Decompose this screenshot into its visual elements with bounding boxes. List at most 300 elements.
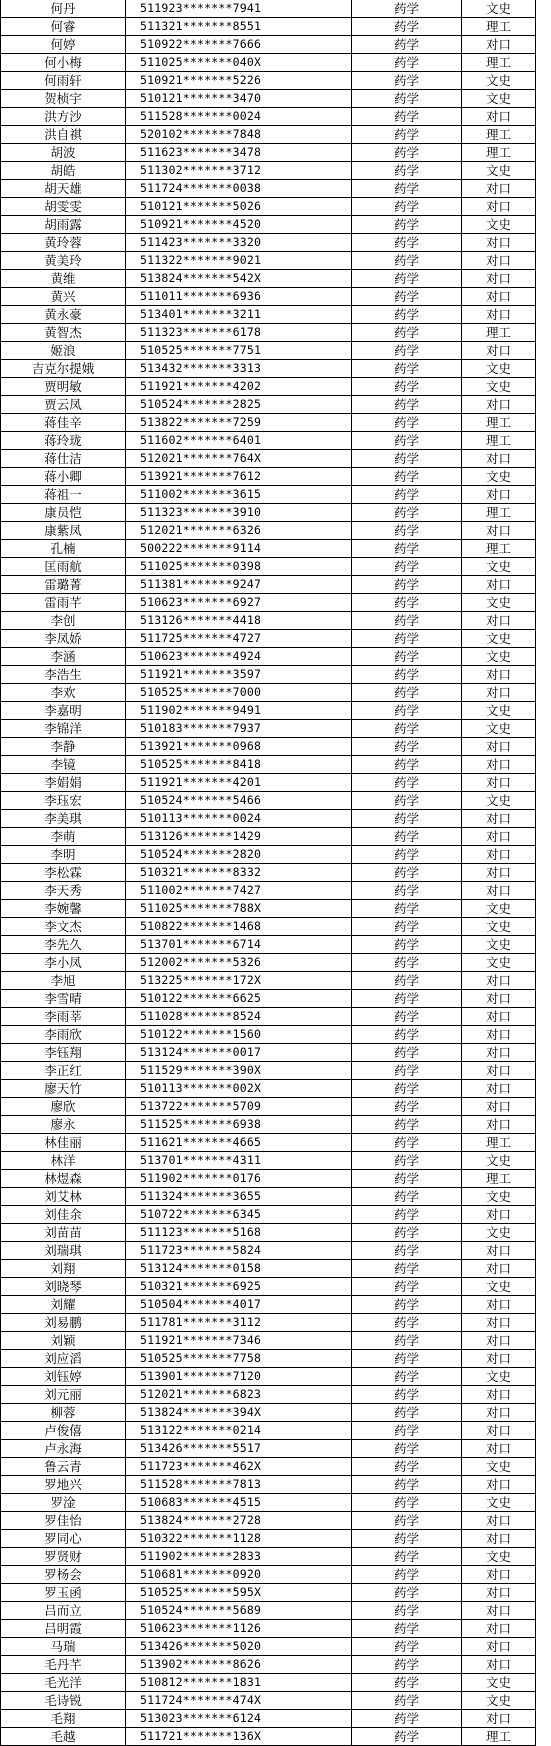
major-cell: 药学 [352,468,462,486]
student-name-cell: 李美琪 [1,810,126,828]
major-cell: 药学 [352,612,462,630]
table-row [1,1224,536,1242]
id-number-cell: 512021*******6326 [126,522,352,540]
student-name-cell: 李浩生 [1,666,126,684]
table-row [1,126,536,144]
category-cell: 对口 [462,270,536,288]
table-row [1,18,536,36]
table-row [1,270,536,288]
table-row [1,1116,536,1134]
category-cell: 对口 [462,1386,536,1404]
major-cell: 药学 [352,1638,462,1656]
table-row [1,72,536,90]
id-number-cell: 510113*******0024 [126,810,352,828]
category-cell: 理工 [462,414,536,432]
id-number-cell: 510322*******1128 [126,1530,352,1548]
id-number-cell: 511025*******788X [126,900,352,918]
major-cell: 药学 [352,990,462,1008]
id-number-cell: 513426*******5517 [126,1440,352,1458]
major-cell: 药学 [352,162,462,180]
id-number-cell: 511322*******9021 [126,252,352,270]
id-number-cell: 513023*******6124 [126,1710,352,1728]
major-cell: 药学 [352,270,462,288]
major-cell: 药学 [352,594,462,612]
major-cell: 药学 [352,1260,462,1278]
student-name-cell: 何婷 [1,36,126,54]
major-cell: 药学 [352,1476,462,1494]
table-row [1,108,536,126]
major-cell: 药学 [352,1080,462,1098]
category-cell: 文史 [462,72,536,90]
id-number-cell: 513124*******0158 [126,1260,352,1278]
id-number-cell: 513722*******5709 [126,1098,352,1116]
table-row [1,1638,536,1656]
major-cell: 药学 [352,432,462,450]
table-row [1,1134,536,1152]
category-cell: 对口 [462,1512,536,1530]
major-cell: 药学 [352,702,462,720]
table-row [1,1458,536,1476]
student-name-cell: 李天秀 [1,882,126,900]
major-cell: 药学 [352,1440,462,1458]
category-cell: 对口 [462,810,536,828]
id-number-cell: 510922*******7666 [126,36,352,54]
table-row [1,864,536,882]
major-cell: 药学 [352,846,462,864]
table-row [1,90,536,108]
id-number-cell: 510921*******4520 [126,216,352,234]
student-name-cell: 卢俊僖 [1,1422,126,1440]
category-cell: 对口 [462,576,536,594]
major-cell: 药学 [352,864,462,882]
table-row [1,720,536,738]
table-row [1,1152,536,1170]
major-cell: 药学 [352,1692,462,1710]
student-name-cell: 刘钰婷 [1,1368,126,1386]
table-row [1,324,536,342]
student-name-cell: 蒋玲珑 [1,432,126,450]
id-number-cell: 511723*******462X [126,1458,352,1476]
id-number-cell: 513824*******542X [126,270,352,288]
id-number-cell: 511902*******0176 [126,1170,352,1188]
table-row [1,234,536,252]
id-number-cell: 513822*******7259 [126,414,352,432]
major-cell: 药学 [352,72,462,90]
student-name-cell: 李萌 [1,828,126,846]
id-number-cell: 510183*******7937 [126,720,352,738]
id-number-cell: 511123*******5168 [126,1224,352,1242]
student-name-cell: 胡雨露 [1,216,126,234]
major-cell: 药学 [352,1368,462,1386]
student-name-cell: 罗玉函 [1,1584,126,1602]
table-row [1,882,536,900]
student-name-cell: 康紫凤 [1,522,126,540]
id-number-cell: 511921*******7346 [126,1332,352,1350]
id-number-cell: 513126*******1429 [126,828,352,846]
major-cell: 药学 [352,972,462,990]
category-cell: 文史 [462,1224,536,1242]
student-name-cell: 匡雨航 [1,558,126,576]
id-number-cell: 510524*******5466 [126,792,352,810]
student-name-cell: 刘应滔 [1,1350,126,1368]
major-cell: 药学 [352,1278,462,1296]
student-name-cell: 李正红 [1,1062,126,1080]
category-cell: 对口 [462,882,536,900]
category-cell: 对口 [462,198,536,216]
major-cell: 药学 [352,486,462,504]
major-cell: 药学 [352,648,462,666]
id-number-cell: 513921*******0968 [126,738,352,756]
id-number-cell: 511902*******9491 [126,702,352,720]
major-cell: 药学 [352,792,462,810]
id-number-cell: 520102*******7848 [126,126,352,144]
student-name-cell: 李涵 [1,648,126,666]
id-number-cell: 510921*******5226 [126,72,352,90]
major-cell: 药学 [352,216,462,234]
category-cell: 对口 [462,666,536,684]
student-name-cell: 李凤娇 [1,630,126,648]
category-cell: 对口 [462,1242,536,1260]
student-name-cell: 雷璐菁 [1,576,126,594]
id-number-cell: 510321*******8332 [126,864,352,882]
table-row [1,378,536,396]
id-number-cell: 511621*******4665 [126,1134,352,1152]
id-number-cell: 511921*******4202 [126,378,352,396]
major-cell: 药学 [352,54,462,72]
table-row [1,792,536,810]
category-cell: 文史 [462,1494,536,1512]
category-cell: 文史 [462,468,536,486]
major-cell: 药学 [352,1134,462,1152]
id-number-cell: 511528*******7813 [126,1476,352,1494]
table-row [1,1512,536,1530]
table-row [1,1170,536,1188]
table-row [1,1368,536,1386]
category-cell: 理工 [462,504,536,522]
table-row [1,252,536,270]
table-row [1,666,536,684]
major-cell: 药学 [352,882,462,900]
student-name-cell: 李旭 [1,972,126,990]
major-cell: 药学 [352,1008,462,1026]
student-name-cell: 李明 [1,846,126,864]
student-name-cell: 李静 [1,738,126,756]
major-cell: 药学 [352,576,462,594]
category-cell: 文史 [462,0,536,18]
category-cell: 文史 [462,216,536,234]
major-cell: 药学 [352,1422,462,1440]
id-number-cell: 510122*******6625 [126,990,352,1008]
category-cell: 对口 [462,864,536,882]
id-number-cell: 511724*******474X [126,1692,352,1710]
table-row [1,54,536,72]
category-cell: 对口 [462,522,536,540]
student-name-cell: 马瑞 [1,1638,126,1656]
major-cell: 药学 [352,1602,462,1620]
major-cell: 药学 [352,1152,462,1170]
major-cell: 药学 [352,324,462,342]
id-number-cell: 510722*******6345 [126,1206,352,1224]
category-cell: 对口 [462,252,536,270]
table-row [1,342,536,360]
student-name-cell: 蒋祖一 [1,486,126,504]
major-cell: 药学 [352,1224,462,1242]
id-number-cell: 510525*******7751 [126,342,352,360]
category-cell: 对口 [462,36,536,54]
id-number-cell: 511002*******7427 [126,882,352,900]
student-name-cell: 李欢 [1,684,126,702]
student-name-cell: 刘耀 [1,1296,126,1314]
id-number-cell: 511902*******2833 [126,1548,352,1566]
student-name-cell: 黄美玲 [1,252,126,270]
table-row [1,1080,536,1098]
major-cell: 药学 [352,540,462,558]
category-cell: 对口 [462,396,536,414]
category-cell: 对口 [462,612,536,630]
category-cell: 文史 [462,648,536,666]
table-row [1,306,536,324]
student-name-cell: 毛越 [1,1728,126,1746]
table-row [1,1296,536,1314]
category-cell: 文史 [462,1674,536,1692]
table-row [1,486,536,504]
major-cell: 药学 [352,252,462,270]
table-row [1,450,536,468]
category-cell: 对口 [462,990,536,1008]
student-name-cell: 罗贤财 [1,1548,126,1566]
table-row [1,990,536,1008]
major-cell: 药学 [352,1728,462,1746]
table-row [1,1710,536,1728]
table-row [1,1656,536,1674]
table-row [1,1566,536,1584]
category-cell: 对口 [462,1116,536,1134]
roster-body [1,0,536,1746]
category-cell: 对口 [462,1440,536,1458]
student-name-cell: 吕而立 [1,1602,126,1620]
category-cell: 理工 [462,54,536,72]
category-cell: 对口 [462,450,536,468]
major-cell: 药学 [352,360,462,378]
category-cell: 对口 [462,1422,536,1440]
table-row [1,522,536,540]
table-row [1,972,536,990]
category-cell: 文史 [462,360,536,378]
id-number-cell: 513921*******7612 [126,468,352,486]
category-cell: 对口 [462,1026,536,1044]
major-cell: 药学 [352,756,462,774]
table-row [1,684,536,702]
id-number-cell: 510525*******7758 [126,1350,352,1368]
category-cell: 对口 [462,1080,536,1098]
major-cell: 药学 [352,684,462,702]
major-cell: 药学 [352,1350,462,1368]
id-number-cell: 511602*******6401 [126,432,352,450]
major-cell: 药学 [352,1026,462,1044]
id-number-cell: 511923*******7941 [126,0,352,18]
category-cell: 对口 [462,1260,536,1278]
category-cell: 对口 [462,738,536,756]
major-cell: 药学 [352,18,462,36]
id-number-cell: 511724*******0038 [126,180,352,198]
id-number-cell: 512021*******6823 [126,1386,352,1404]
student-name-cell: 胡雯雯 [1,198,126,216]
table-row [1,630,536,648]
table-row [1,612,536,630]
table-row [1,1530,536,1548]
id-number-cell: 511423*******3320 [126,234,352,252]
student-name-cell: 廖欣 [1,1098,126,1116]
category-cell: 文史 [462,594,536,612]
table-row [1,144,536,162]
major-cell: 药学 [352,1386,462,1404]
id-number-cell: 511323*******6178 [126,324,352,342]
table-row [1,1206,536,1224]
student-name-cell: 刘艾林 [1,1188,126,1206]
student-name-cell: 黄永豪 [1,306,126,324]
major-cell: 药学 [352,450,462,468]
student-name-cell: 毛丹芊 [1,1656,126,1674]
category-cell: 理工 [462,1170,536,1188]
student-name-cell: 黄玲蓉 [1,234,126,252]
major-cell: 药学 [352,1674,462,1692]
table-row [1,414,536,432]
student-name-cell: 康员恺 [1,504,126,522]
major-cell: 药学 [352,936,462,954]
category-cell: 理工 [462,1134,536,1152]
id-number-cell: 510504*******4017 [126,1296,352,1314]
id-number-cell: 510623*******6927 [126,594,352,612]
table-row [1,900,536,918]
id-number-cell: 510525*******595X [126,1584,352,1602]
student-name-cell: 吕明霞 [1,1620,126,1638]
student-name-cell: 贾明敏 [1,378,126,396]
category-cell: 对口 [462,1530,536,1548]
id-number-cell: 513701*******4311 [126,1152,352,1170]
major-cell: 药学 [352,1170,462,1188]
table-row [1,1728,536,1746]
major-cell: 药学 [352,1710,462,1728]
category-cell: 理工 [462,540,536,558]
id-number-cell: 513432*******3313 [126,360,352,378]
category-cell: 文史 [462,1368,536,1386]
major-cell: 药学 [352,504,462,522]
id-number-cell: 510524*******2825 [126,396,352,414]
student-name-cell: 李娟娟 [1,774,126,792]
major-cell: 药学 [352,1512,462,1530]
student-name-cell: 刘晓琴 [1,1278,126,1296]
student-name-cell: 洪自祺 [1,126,126,144]
table-row [1,1584,536,1602]
category-cell: 对口 [462,1296,536,1314]
table-row [1,702,536,720]
category-cell: 文史 [462,1692,536,1710]
category-cell: 理工 [462,144,536,162]
category-cell: 对口 [462,180,536,198]
table-row [1,216,536,234]
major-cell: 药学 [352,180,462,198]
table-row [1,1188,536,1206]
table-row [1,1440,536,1458]
major-cell: 药学 [352,522,462,540]
table-row [1,432,536,450]
student-name-cell: 罗杨会 [1,1566,126,1584]
student-name-cell: 孔楠 [1,540,126,558]
category-cell: 理工 [462,126,536,144]
table-row [1,810,536,828]
student-name-cell: 蒋仕洁 [1,450,126,468]
id-number-cell: 513902*******8626 [126,1656,352,1674]
category-cell: 理工 [462,18,536,36]
id-number-cell: 513122*******0214 [126,1422,352,1440]
table-row [1,1350,536,1368]
table-row [1,162,536,180]
id-number-cell: 513824*******2728 [126,1512,352,1530]
student-name-cell: 雷雨芊 [1,594,126,612]
student-name-cell: 林洋 [1,1152,126,1170]
table-row [1,1674,536,1692]
major-cell: 药学 [352,630,462,648]
table-row [1,738,536,756]
major-cell: 药学 [352,108,462,126]
student-name-cell: 李雪晴 [1,990,126,1008]
table-row [1,1620,536,1638]
id-number-cell: 511921*******4201 [126,774,352,792]
student-name-cell: 姬浪 [1,342,126,360]
id-number-cell: 511381*******9247 [126,576,352,594]
table-row [1,1476,536,1494]
major-cell: 药学 [352,144,462,162]
id-number-cell: 510623*******1126 [126,1620,352,1638]
table-row [1,1008,536,1026]
table-row [1,1098,536,1116]
student-name-cell: 罗佳怡 [1,1512,126,1530]
id-number-cell: 511721*******136X [126,1728,352,1746]
category-cell: 文史 [462,954,536,972]
category-cell: 对口 [462,342,536,360]
id-number-cell: 512002*******5326 [126,954,352,972]
id-number-cell: 511302*******3712 [126,162,352,180]
table-row [1,756,536,774]
category-cell: 对口 [462,486,536,504]
major-cell: 药学 [352,126,462,144]
id-number-cell: 510321*******6925 [126,1278,352,1296]
student-name-cell: 李松霖 [1,864,126,882]
table-row [1,936,536,954]
table-row [1,558,536,576]
student-name-cell: 罗同心 [1,1530,126,1548]
student-name-cell: 廖永 [1,1116,126,1134]
student-name-cell: 毛光洋 [1,1674,126,1692]
table-row [1,576,536,594]
table-row [1,1602,536,1620]
student-name-cell: 李先久 [1,936,126,954]
category-cell: 对口 [462,828,536,846]
table-row [1,828,536,846]
major-cell: 药学 [352,1314,462,1332]
major-cell: 药学 [352,1044,462,1062]
category-cell: 对口 [462,1044,536,1062]
table-row [1,1044,536,1062]
table-row [1,1422,536,1440]
major-cell: 药学 [352,1206,462,1224]
major-cell: 药学 [352,1620,462,1638]
category-cell: 文史 [462,900,536,918]
id-number-cell: 510525*******7000 [126,684,352,702]
id-number-cell: 511525*******6938 [126,1116,352,1134]
category-cell: 对口 [462,684,536,702]
table-row [1,396,536,414]
